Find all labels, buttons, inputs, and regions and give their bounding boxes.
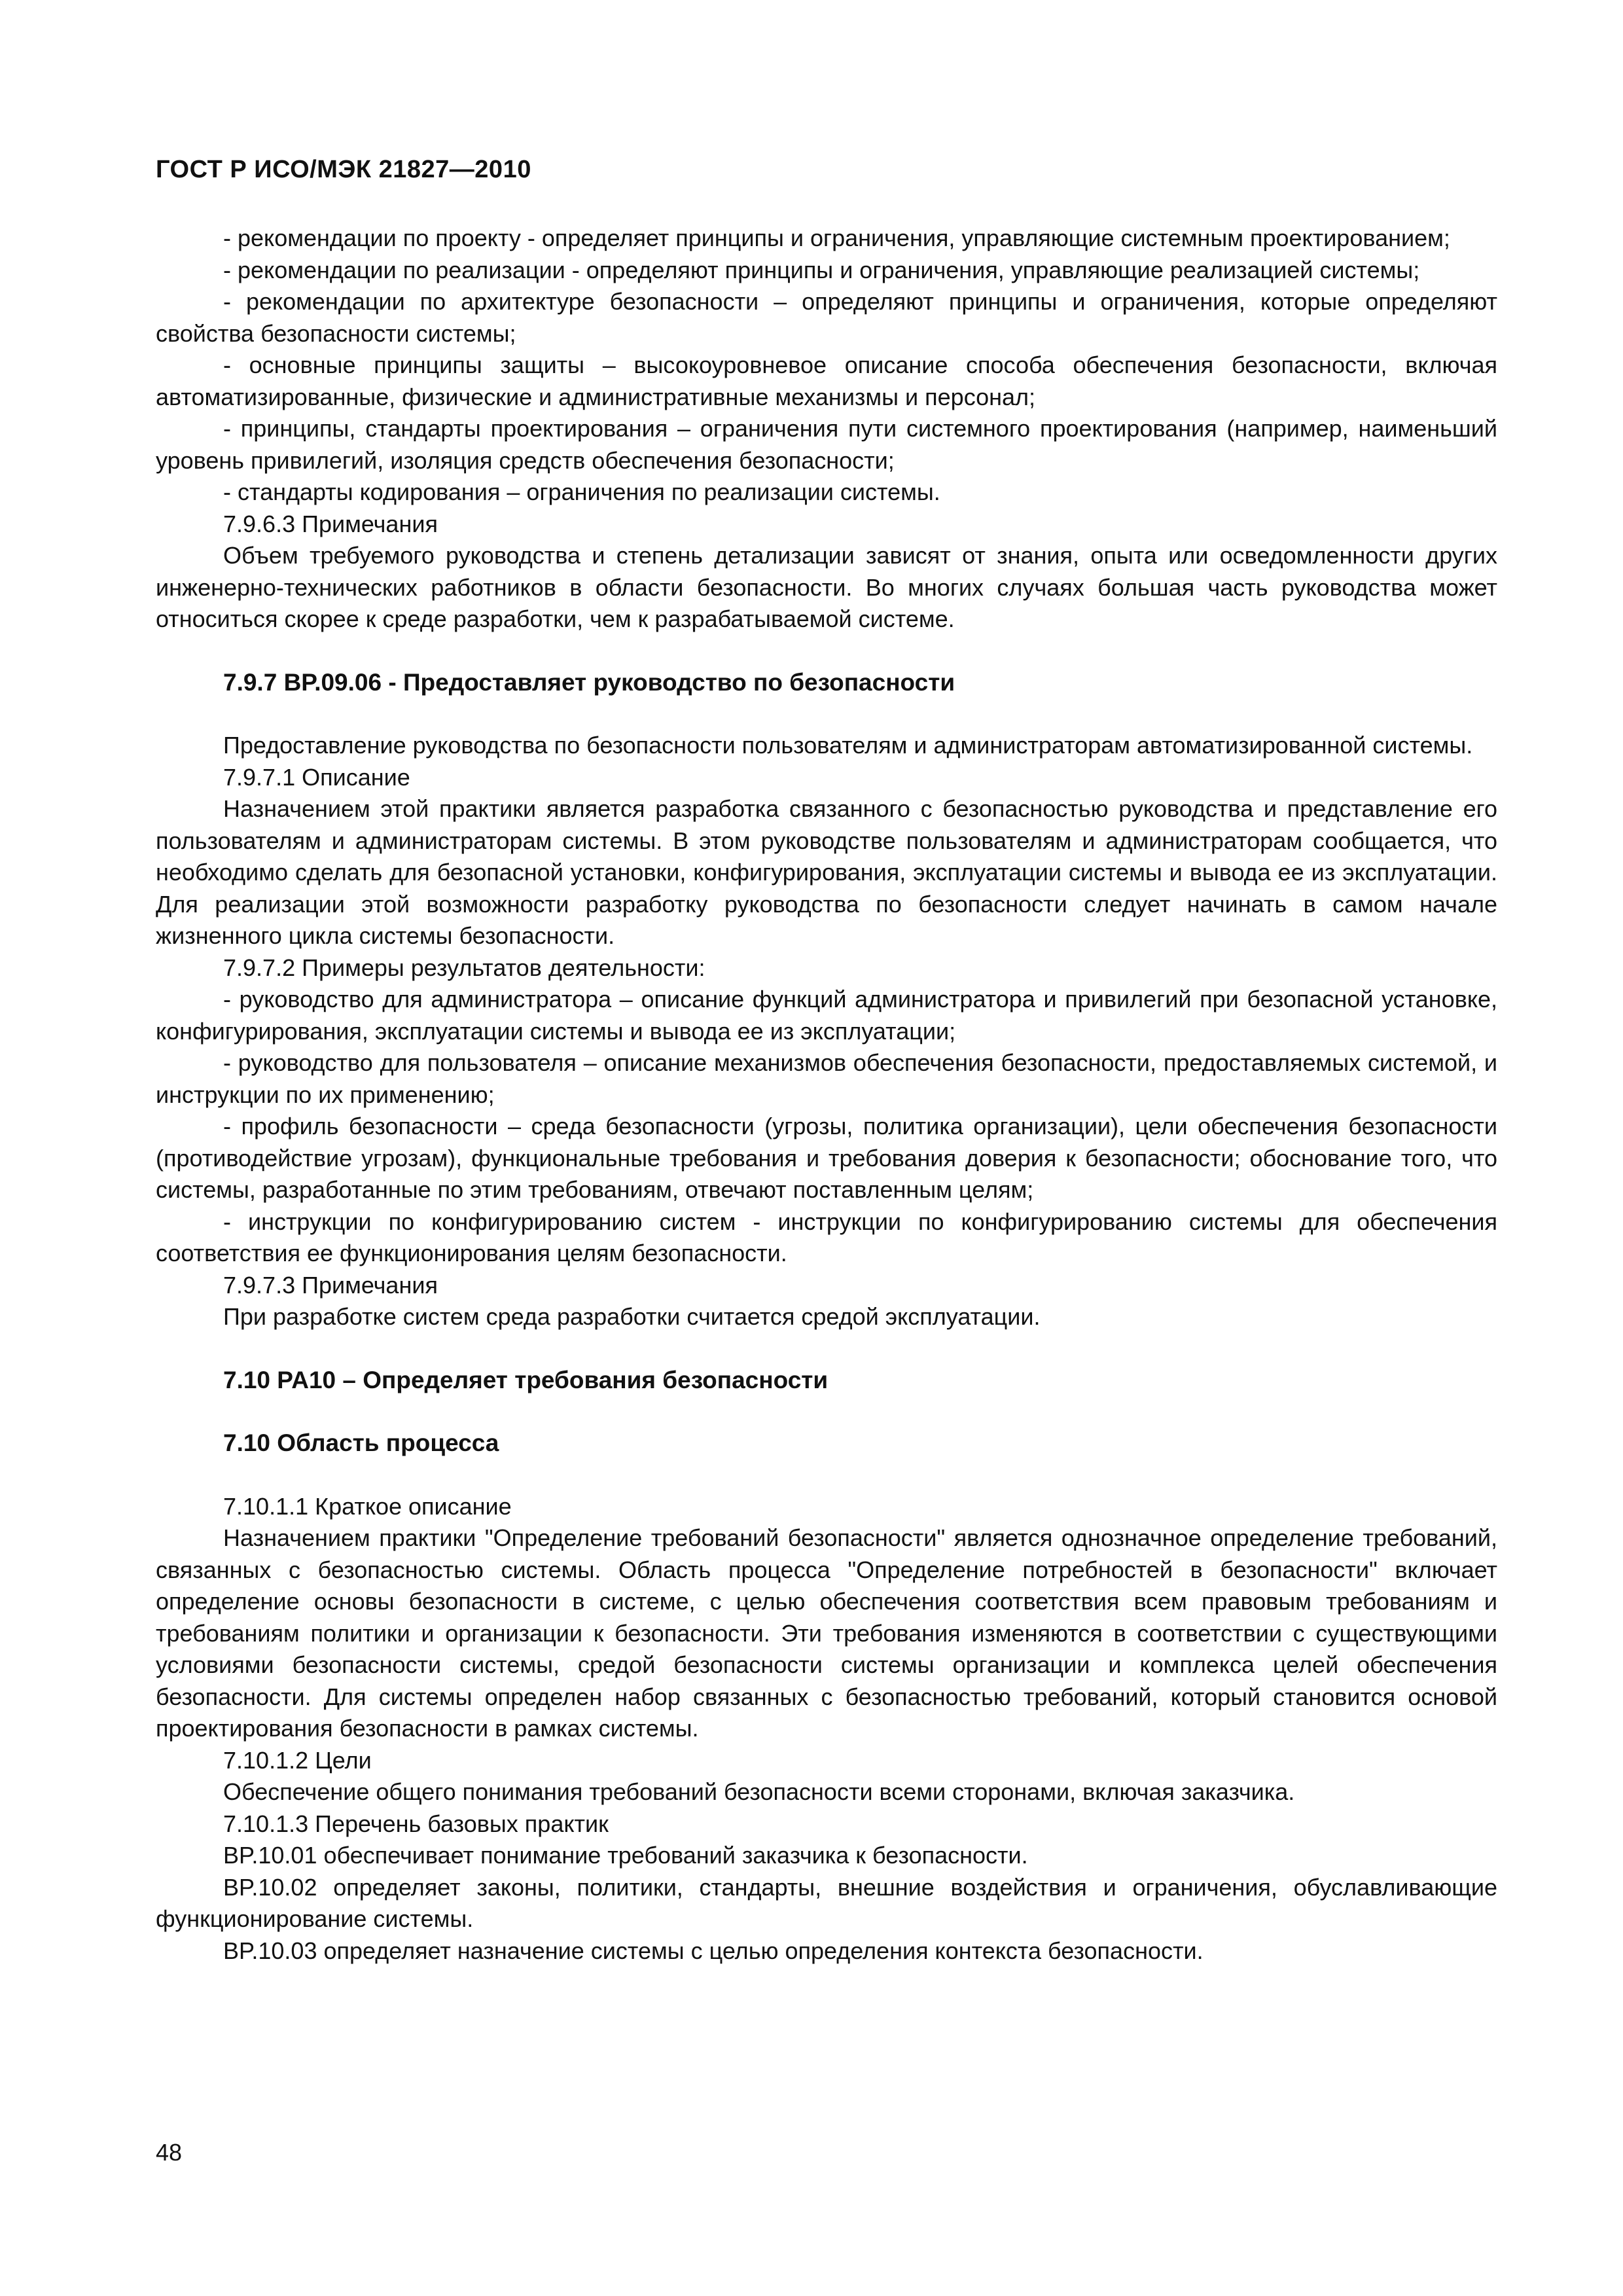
paragraph: BP.10.03 определяет назначение системы с целью определения контекста безопасности. bbox=[223, 1937, 1204, 1964]
paragraph: - рекомендации по проекту - определяет принципы и ограничения, управляющие системным проектированием; bbox=[223, 224, 1450, 251]
paragraph: - стандарты кодирования – ограничения по реализации системы. bbox=[223, 478, 940, 505]
paragraph: - профиль безопасности – среда безопасности (угрозы, политика организации), цели обеспечения безопасности (противодействие угрозам), функциональные требования и требования доверия к безопасности; обоснование того, что системы, разработанные по этим требованиям, отвечают поставленным целям; bbox=[156, 1113, 1497, 1203]
paragraph: Назначением этой практики является разработка связанного с безопасностью руководства и представление его пользователям и администраторам системы. В этом руководстве пользователям и администраторам сообщается, что необходимо сделать для безопасной установки, конфигурирования, эксплуатации системы и вывода ее из эксплуатации. Для реализации этой возможности разработку руководства по безопасности следует начинать в самом начале жизненного цикла системы безопасности. bbox=[156, 795, 1497, 949]
page-number: 48 bbox=[156, 2139, 183, 2166]
subsection-label: 7.9.7.2 Примеры результатов деятельности: bbox=[223, 954, 705, 981]
subsection-label: 7.9.7.1 Описание bbox=[223, 763, 410, 791]
paragraph: При разработке систем среда разработки считается средой эксплуатации. bbox=[223, 1303, 1041, 1330]
paragraph: - руководство для администратора – описание функций администратора и привилегий при безопасной установке, конфигурирования, эксплуатации системы и вывода ее из эксплуатации; bbox=[156, 986, 1497, 1045]
paragraph: Обеспечение общего понимания требований безопасности всеми сторонами, включая заказчика. bbox=[223, 1778, 1295, 1805]
subsection-label: 7.9.6.3 Примечания bbox=[223, 510, 438, 537]
document-body bbox=[156, 223, 1497, 1967]
section-heading: 7.10 Область процесса bbox=[223, 1429, 499, 1456]
subsection-label: 7.10.1.1 Краткое описание bbox=[223, 1492, 512, 1520]
paragraph: BP.10.02 определяет законы, политики, стандарты, внешние воздействия и ограничения, обуславливающие функционирование системы. bbox=[156, 1873, 1497, 1932]
paragraph: Объем требуемого руководства и степень детализации зависят от знания, опыта или осведомленности других инженерно-технических работников в области безопасности. Во многих случаях большая часть руководства может относиться скорее к среде разработки, чем к разрабатываемой системе. bbox=[156, 542, 1497, 632]
paragraph: - инструкции по конфигурированию систем - инструкции по конфигурированию системы для обеспечения соответствия ее функционирования целям безопасности. bbox=[156, 1208, 1497, 1266]
paragraph: Предоставление руководства по безопасности пользователям и администраторам автоматизированной системы. bbox=[223, 732, 1473, 759]
paragraph: - принципы, стандарты проектирования – ограничения пути системного проектирования (например, наименьший уровень привилегий, изоляция средств обеспечения безопасности; bbox=[156, 415, 1497, 474]
document-header: ГОСТ Р ИСО/МЭК 21827—2010 bbox=[156, 156, 531, 183]
section-heading: 7.10 PA10 – Определяет требования безопасности bbox=[223, 1366, 829, 1393]
paragraph: - рекомендации по реализации - определяют принципы и ограничения, управляющие реализацией системы; bbox=[223, 256, 1420, 283]
subsection-label: 7.10.1.3 Перечень базовых практик bbox=[223, 1810, 609, 1837]
paragraph: BP.10.01 обеспечивает понимание требований заказчика к безопасности. bbox=[223, 1842, 1028, 1869]
paragraph: Назначением практики "Определение требований безопасности" является однозначное определение требований, связанных с безопасностью системы. Область процесса "Определение потребностей в безопасности" включает определение основы безопасности в системе, с целью обеспечения соответствия всем правовым требованиям и требованиям политики и организации к безопасности. Эти требования изменяются в соответствии с существующими условиями безопасности системы, средой безопасности системы организации и комплекса целей обеспечения безопасности. Для системы определен набор связанных с безопасностью требований, который становится основой проектирования безопасности в рамках системы. bbox=[156, 1524, 1497, 1742]
section-heading: 7.9.7 BP.09.06 - Предоставляет руководство по безопасности bbox=[223, 668, 955, 696]
subsection-label: 7.10.1.2 Цели bbox=[223, 1746, 372, 1774]
subsection-label: 7.9.7.3 Примечания bbox=[223, 1271, 438, 1299]
paragraph: - руководство для пользователя – описание механизмов обеспечения безопасности, предоставляемых системой, и инструкции по их применению; bbox=[156, 1049, 1497, 1108]
paragraph: - основные принципы защиты – высокоуровневое описание способа обеспечения безопасности, включая автоматизированные, физические и административные механизмы и персонал; bbox=[156, 351, 1497, 410]
paragraph: - рекомендации по архитектуре безопасности – определяют принципы и ограничения, которые определяют свойства безопасности системы; bbox=[156, 288, 1497, 347]
